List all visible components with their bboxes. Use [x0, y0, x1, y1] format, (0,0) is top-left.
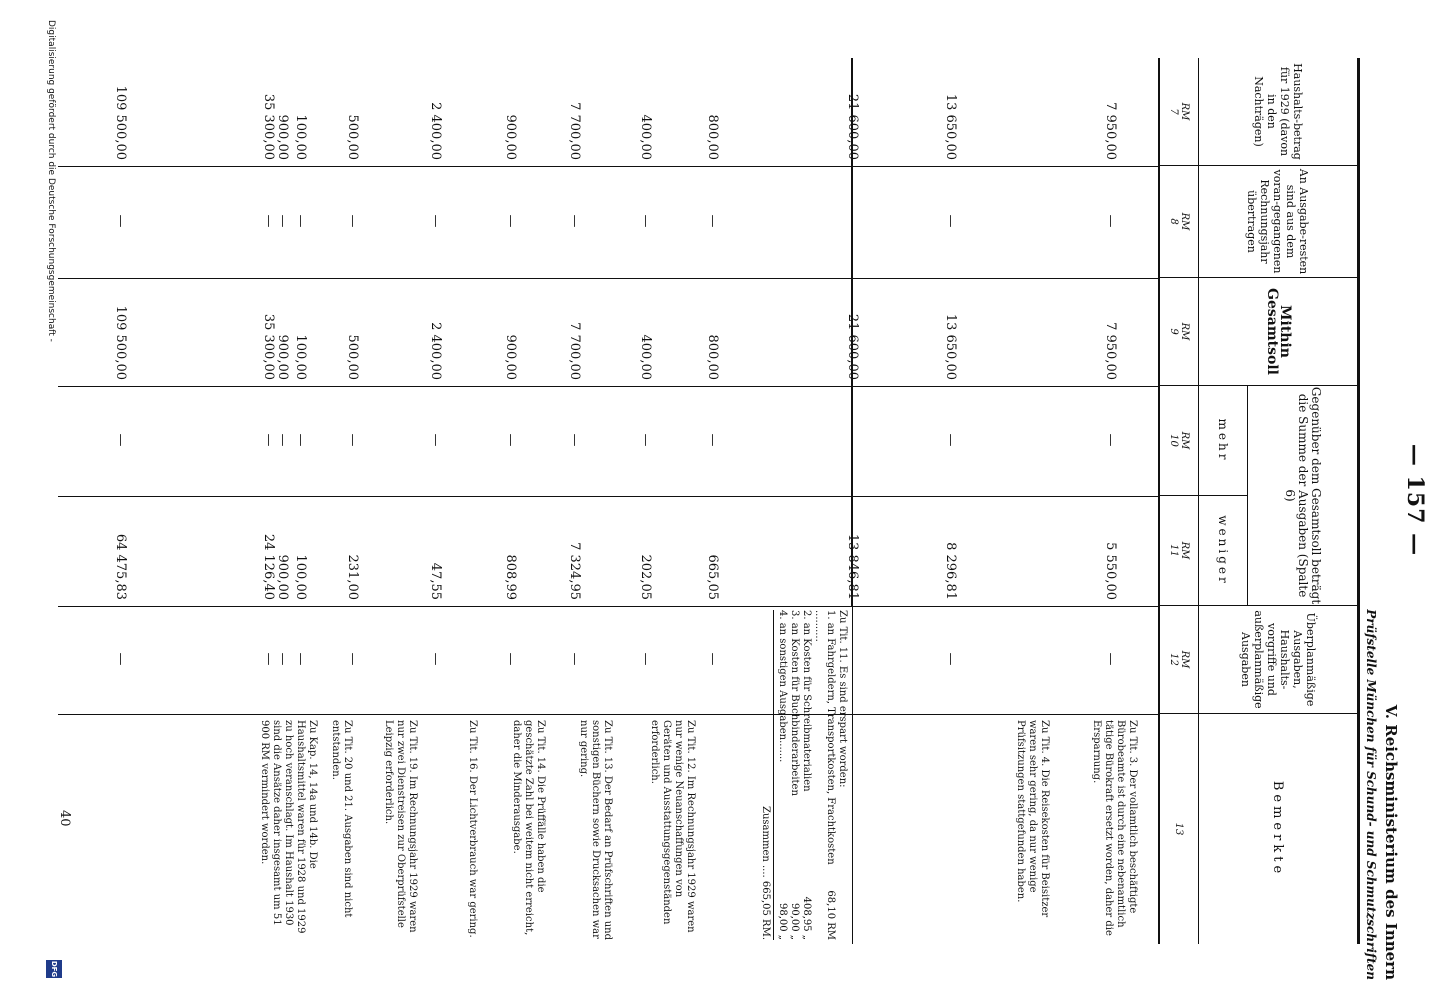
header-col-11: weniger — [1216, 515, 1231, 586]
cell-c10: — — [428, 433, 443, 447]
header-col-7: Haushalts-betrag für 1929 (davon in den Nachträgen) — [1199, 58, 1357, 166]
note-tit11-item — [812, 610, 836, 940]
cell-c7: 13 650,00 — [943, 93, 958, 160]
budget-table — [58, 58, 1360, 944]
cell-c9: 100,00 — [293, 334, 308, 380]
note-tit4: Zu Tit. 4. Die Reisekosten für Beisitzer waren sehr gering, da nur wenige Prüfsitzungen stattgefunden haben. — [1015, 720, 1050, 918]
header-col-12: Überplanmäßige Ausgaben, Haushalts-vorgriffe und außerplanmäßige Ausgaben — [1199, 606, 1357, 714]
cell-c8: — — [567, 214, 582, 228]
cell-c11: 202,05 — [638, 554, 653, 600]
cell-c12: — — [275, 652, 290, 666]
cell-c12: — — [428, 652, 443, 666]
cell-c12: — — [638, 652, 653, 666]
cell-c7: 35 300,00 — [261, 93, 276, 160]
num-11: 11 — [1168, 544, 1179, 557]
cell-c11: 7 324,95 — [567, 542, 582, 600]
cell-c10: — — [275, 433, 290, 447]
cell-c11: 13 846,81 — [845, 533, 860, 600]
cell-c9: 2 400,00 — [428, 322, 443, 380]
cell-c8: — — [1103, 214, 1118, 228]
note-tit11-item-amount: 408,95 „ — [801, 896, 812, 940]
header-group-label: Gegenüber dem Gesamtsoll beträgt die Summe der Ausgaben (Spalte 6) — [1247, 386, 1357, 605]
header-col-8: An Ausgabe-resten sind aus dem voran-gegangenen Rechnungsjahr übertragen — [1199, 166, 1357, 278]
unit-12: RM — [1179, 650, 1190, 669]
note-tit11-item — [788, 610, 800, 940]
section-title: Prüfstelle München für Schund- und Schmutzschriften — [1364, 609, 1378, 980]
note-tit11-item-label: 3. an Kosten für Buchbinderarbeiten — [789, 610, 800, 796]
cell-c8: — — [943, 214, 958, 228]
cell-c7: 100,00 — [293, 114, 308, 160]
cell-c8: — — [261, 214, 276, 228]
cell-c11: 665,05 — [705, 554, 720, 600]
cell-c7: 2 400,00 — [428, 102, 443, 160]
table-header-row — [1198, 58, 1357, 944]
cell-c12: — — [567, 652, 582, 666]
cell-c9: 35 300,00 — [261, 313, 276, 380]
footer-page-number: 40 — [57, 810, 72, 827]
cell-c7: 900,00 — [503, 114, 518, 160]
cell-c8: — — [275, 214, 290, 228]
cell-c9: 13 650,00 — [943, 313, 958, 380]
cell-c12: — — [261, 652, 276, 666]
cell-c11: 47,55 — [428, 562, 443, 600]
cell-c8: — — [113, 214, 128, 228]
cell-c8: — — [293, 214, 308, 228]
cell-c10: — — [113, 433, 128, 447]
num-10: 10 — [1168, 434, 1179, 447]
cell-c10: — — [503, 433, 518, 447]
unit-7: RM — [1179, 102, 1190, 121]
cell-c11: 808,99 — [503, 554, 518, 600]
funding-notice: Digitalisierung gefördert durch die Deutsche Forschungsgemeinschaft - — [46, 20, 56, 342]
cell-c8: — — [845, 214, 860, 228]
cell-c9: 500,00 — [345, 334, 360, 380]
cell-c8: — — [428, 214, 443, 228]
cell-c12: — — [845, 652, 860, 666]
cell-c9: 21 600,00 — [845, 313, 860, 380]
cell-c12: — — [345, 652, 360, 666]
num-13: 13 — [1173, 822, 1185, 836]
header-col-9: Mithin Gesamtsoll — [1199, 278, 1357, 386]
note-tit11-item-amount: 90,00 „ — [789, 903, 800, 940]
note-tit20: Zu Tit. 20 und 21. Ausgaben sind nicht entstanden. — [330, 720, 353, 918]
cell-c7: 900,00 — [275, 114, 290, 160]
dfg-logo: DFG — [46, 960, 62, 978]
num-12: 12 — [1168, 653, 1179, 666]
note-tit11 — [759, 610, 848, 940]
note-kap14: Zu Kap. 14, 14a und 14b. Die Haushaltsmittel waren für 1928 und 1929 zu hoch veranschlagt. Im Haushalt 1930 sind die Ansätze daher insgesamt um 51 900 RM vermindert worden. — [259, 720, 318, 934]
table-body — [58, 58, 1158, 944]
note-tit11-total: Zusammen .... 665,05 RM. — [759, 610, 774, 940]
cell-c7: 800,00 — [705, 114, 720, 160]
cell-c12: — — [943, 652, 958, 666]
cell-c8: — — [638, 214, 653, 228]
cell-c10: — — [943, 433, 958, 447]
unit-9: RM — [1179, 322, 1190, 341]
header-col-13: Bemerkte — [1270, 780, 1286, 878]
num-7: 7 — [1168, 108, 1179, 115]
cell-c12: — — [1103, 652, 1118, 666]
cell-c9: 900,00 — [503, 334, 518, 380]
cell-c7: 500,00 — [345, 114, 360, 160]
cell-c10: — — [345, 433, 360, 447]
cell-c11: 900,00 — [275, 554, 290, 600]
cell-c7: 109 500,00 — [113, 85, 128, 160]
chapter-title: V. Reichsministerium des Innern — [1382, 704, 1400, 980]
note-tit14: Zu Tit. 14. Die Prüffälle haben die geschätzte Zahl bei weitem nicht erreicht, daher die Minderausgabe. — [511, 720, 546, 936]
cell-c7: 400,00 — [638, 114, 653, 160]
unit-11: RM — [1179, 541, 1190, 560]
cell-c12: — — [293, 652, 308, 666]
cell-c8: — — [705, 214, 720, 228]
cell-c12: — — [503, 652, 518, 666]
note-tit11-item — [776, 610, 788, 940]
note-tit11-item-amount: 98,00 „ — [777, 903, 788, 940]
cell-c10: — — [705, 433, 720, 447]
header-group — [1199, 386, 1357, 606]
cell-c11: 100,00 — [293, 554, 308, 600]
cell-c10: — — [1103, 433, 1118, 447]
note-tit11-item — [800, 610, 812, 940]
cell-c7: 21 600,00 — [845, 93, 860, 160]
page-number: — 157 — — [1402, 443, 1428, 557]
cell-c9: 7 700,00 — [567, 322, 582, 380]
cell-c9: 400,00 — [638, 334, 653, 380]
cell-c11: 8 296,81 — [943, 542, 958, 600]
note-tit11-item-label: 2. an Kosten für Schreibmaterialien — [801, 610, 812, 792]
note-tit11-item-label: 4. an sonstigen Ausgaben....... — [777, 610, 788, 763]
note-tit13: Zu Tit. 13. Der Bedarf an Prüfschriften und sonstigen Büchern sowie Drucksachen war nur gering. — [578, 720, 613, 940]
cell-c10: — — [638, 433, 653, 447]
cell-c9: 900,00 — [275, 334, 290, 380]
table-unit-row — [1158, 58, 1198, 944]
cell-c11: 24 126,40 — [261, 533, 276, 600]
cell-c9: 800,00 — [705, 334, 720, 380]
cell-c10: — — [261, 433, 276, 447]
note-tit11-intro: Zu Tit. 11. Es sind erspart worden: — [837, 610, 848, 788]
num-8: 8 — [1168, 218, 1179, 225]
cell-c12: — — [113, 652, 128, 666]
cell-c9: 7 950,00 — [1103, 322, 1118, 380]
cell-c11: 5 550,00 — [1103, 542, 1118, 600]
cell-c12: — — [705, 652, 720, 666]
note-tit12: Zu Tit. 12. Im Rechnungsjahr 1929 waren nur wenige Neuanschaffungen von Geräten und Ausstattungsgegenständen erforderlich. — [649, 720, 696, 933]
cell-c8: — — [345, 214, 360, 228]
cell-c10: — — [293, 433, 308, 447]
num-9: 9 — [1168, 328, 1179, 335]
header-col-10: mehr — [1199, 386, 1247, 496]
note-tit19: Zu Tit. 19. Im Rechnungsjahr 1929 waren nur zwei Dienstreisen zur Oberprüfstelle Leipzig erforderlich. — [383, 720, 418, 933]
note-tit11-item-label: 1. an Fahrgeldern, Transportkosten, Frachtkosten .......... — [813, 610, 836, 865]
note-tit3: Zu Tit. 3. Der vollamtlich beschäftigte Bürobeamte ist durch eine nebenamtlich tätige Bürokraft ersetzt worden, daher die Ersparnung. — [1091, 720, 1138, 936]
note-tit11-item-amount: 68,10 RM — [825, 890, 836, 940]
note-tit16: Zu Tit. 16. Der Lichtverbrauch war gering. — [467, 720, 478, 938]
cell-c11: 231,00 — [345, 554, 360, 600]
cell-c7: 7 700,00 — [567, 102, 582, 160]
cell-c9: 109 500,00 — [113, 305, 128, 380]
cell-c10: — — [845, 433, 860, 447]
cell-c10: — — [567, 433, 582, 447]
cell-c11: 64 475,83 — [113, 533, 128, 600]
cell-c8: — — [503, 214, 518, 228]
unit-10: RM — [1179, 431, 1190, 450]
unit-8: RM — [1179, 212, 1190, 231]
cell-c7: 7 950,00 — [1103, 102, 1118, 160]
